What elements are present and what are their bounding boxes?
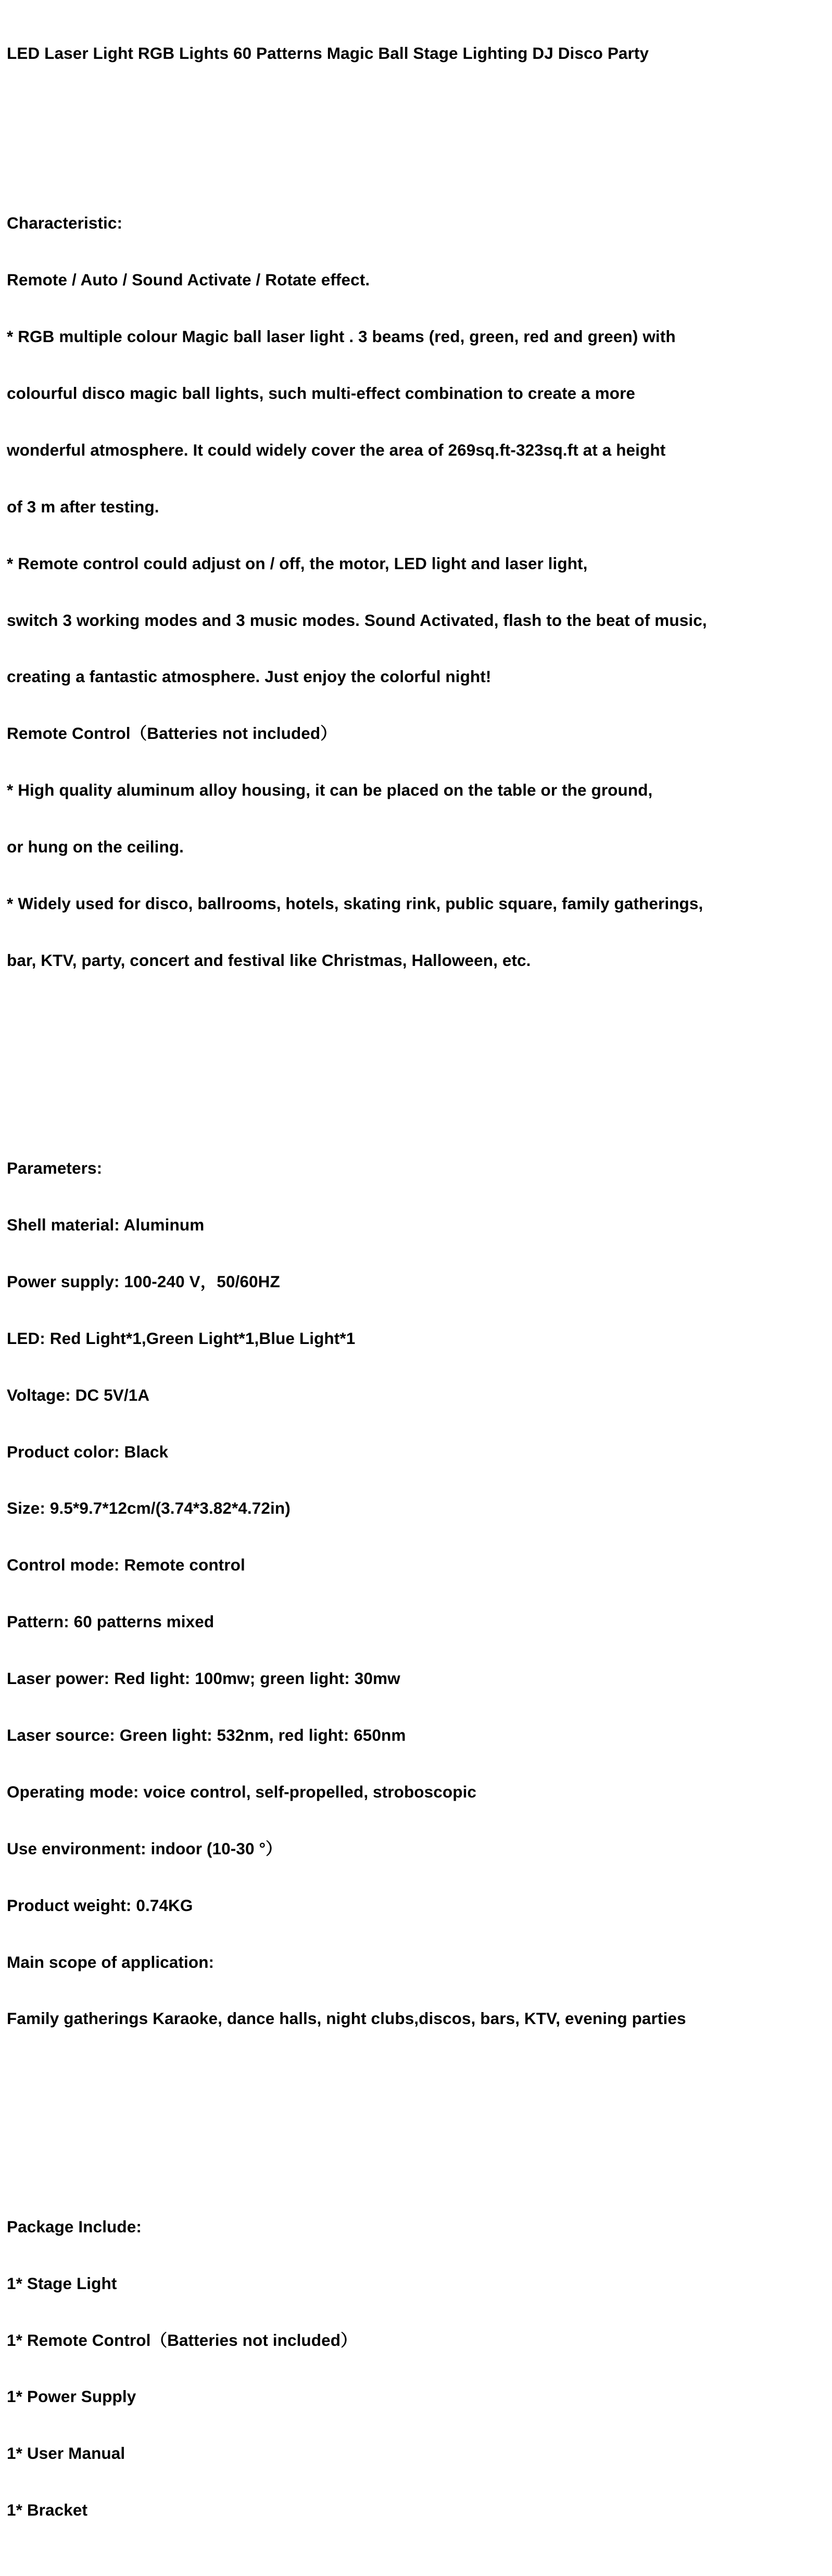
text-line: * High quality aluminum alloy housing, it can be placed on the table or the ground, <box>7 781 653 800</box>
page-title: LED Laser Light RGB Lights 60 Patterns Magic Ball Stage Lighting DJ Disco Party <box>7 43 649 62</box>
package-item: 1* Bracket <box>7 2500 88 2520</box>
text-line: * RGB multiple colour Magic ball laser light . 3 beams (red, green, red and green) with <box>7 327 676 346</box>
parameter-line: Use environment: indoor (10-30 °） <box>7 1839 282 1858</box>
section-heading: Parameters: <box>7 1159 103 1178</box>
parameter-line: Laser source: Green light: 532nm, red light: 650nm <box>7 1726 406 1745</box>
text-line: wonderful atmosphere. It could widely cover the area of 269sq.ft-323sq.ft at a height <box>7 440 666 459</box>
spacer <box>7 1045 829 1064</box>
text-line: bar, KTV, party, concert and festival like Christmas, Halloween, etc. <box>7 950 531 970</box>
text-line: * Widely used for disco, ballrooms, hotels, skating rink, public square, family gatherings, <box>7 894 703 913</box>
text-line: * Remote control could adjust on / off, the motor, LED light and laser light, <box>7 554 588 573</box>
spacer <box>7 2104 829 2122</box>
parameter-line: Operating mode: voice control, self-propelled, stroboscopic <box>7 1782 477 1801</box>
product-description <box>7 6 829 2576</box>
text-line: colourful disco magic ball lights, such multi-effect combination to create a more <box>7 383 636 403</box>
package-item: 1* Remote Control（Batteries not included） <box>7 2330 357 2349</box>
package-item: 1* Stage Light <box>7 2273 117 2293</box>
parameter-line: Power supply: 100-240 V，50/60HZ <box>7 1272 280 1291</box>
parameter-line: Laser power: Red light: 100mw; green light: 30mw <box>7 1669 400 1688</box>
parameter-line: Pattern: 60 patterns mixed <box>7 1612 215 1631</box>
parameter-line: Product weight: 0.74KG <box>7 1895 193 1915</box>
parameter-line: LED: Red Light*1,Green Light*1,Blue Light*1 <box>7 1328 356 1348</box>
parameter-line: Family gatherings Karaoke, dance halls, night clubs,discos, bars, KTV, evening parties <box>7 2009 686 2028</box>
parameter-line: Control mode: Remote control <box>7 1555 245 1575</box>
spacer <box>7 100 829 119</box>
package-item: 1* User Manual <box>7 2444 125 2463</box>
parameter-line: Product color: Black <box>7 1442 169 1461</box>
text-line: Remote / Auto / Sound Activate / Rotate effect. <box>7 270 370 290</box>
parameters-section <box>7 1121 829 2066</box>
parameter-line: Main scope of application: <box>7 1952 215 1971</box>
text-line: creating a fantastic atmosphere. Just enjoy the colorful night! <box>7 667 491 686</box>
characteristic-section <box>7 176 829 1008</box>
text-line: switch 3 working modes and 3 music modes. Sound Activated, flash to the beat of music, <box>7 610 707 630</box>
package-section <box>7 2179 829 2557</box>
text-line: or hung on the ceiling. <box>7 837 184 857</box>
parameter-line: Shell material: Aluminum <box>7 1215 205 1234</box>
package-item: 1* Power Supply <box>7 2387 136 2406</box>
parameter-line: Voltage: DC 5V/1A <box>7 1385 150 1404</box>
section-heading: Package Include: <box>7 2217 142 2236</box>
section-heading: Characteristic: <box>7 213 123 233</box>
text-line: Remote Control（Batteries not included） <box>7 724 337 743</box>
parameter-line: Size: 9.5*9.7*12cm/(3.74*3.82*4.72in) <box>7 1499 291 1518</box>
text-line: of 3 m after testing. <box>7 497 159 516</box>
